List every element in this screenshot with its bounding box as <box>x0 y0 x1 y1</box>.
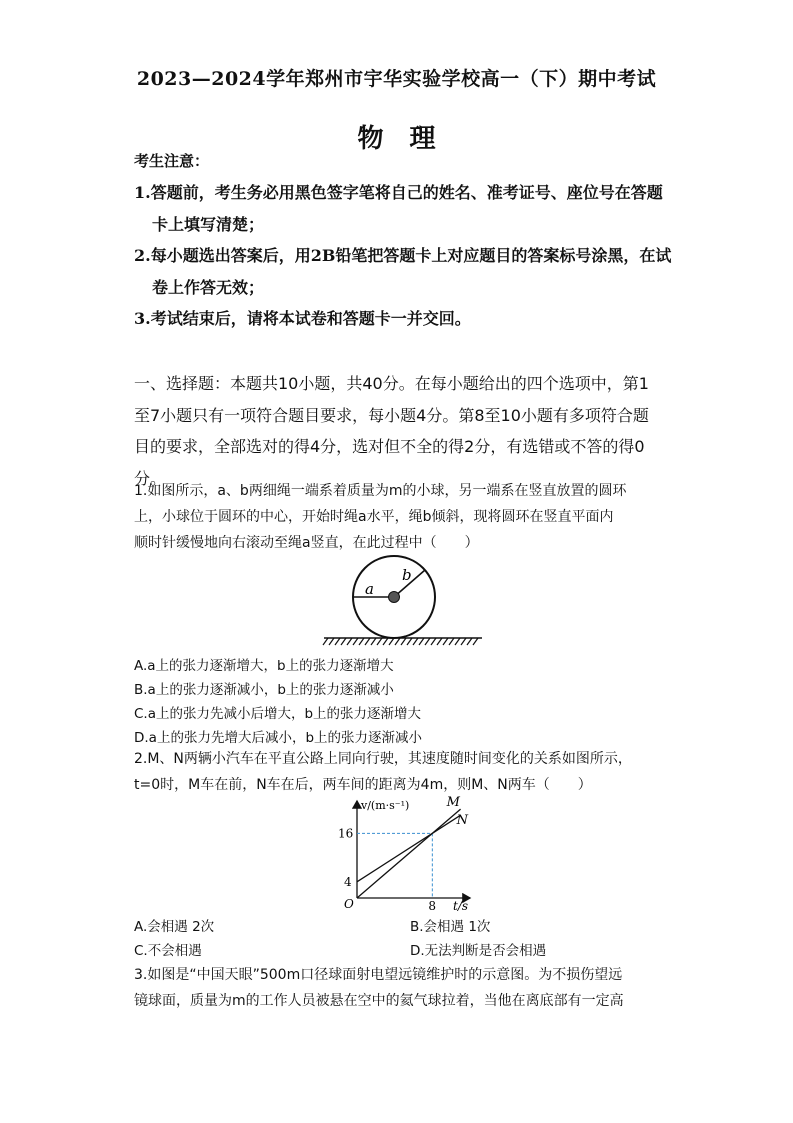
q1-option-a: A.a上的张力逐渐增大，b上的张力逐渐增大 <box>134 658 394 674</box>
notice-item-1 <box>134 177 679 241</box>
q1-option-b: B.a上的张力逐渐减小，b上的张力逐渐减小 <box>134 682 394 698</box>
hatch-mark <box>455 638 460 645</box>
hatch-mark <box>335 638 340 645</box>
question-2-stem <box>134 746 674 798</box>
hatch-mark <box>341 638 346 645</box>
section-1-intro <box>134 368 679 494</box>
y-axis-label: v/(m·s⁻¹) <box>361 799 410 812</box>
question-2-line: 2.M、N两辆小汽车在平直公路上同向行驶，其速度随时间变化的关系如图所示， <box>134 751 632 767</box>
hatch-mark <box>365 638 370 645</box>
hatch-mark <box>329 638 334 645</box>
notice-item-1-line1: 1.答题前，考生务必用黑色签字笔将自己的姓名、准考证号、座位号在答题 <box>134 183 663 202</box>
question-1-line: 1.如图所示，a、b两细绳一端系着质量为m的小球，另一端系在竖直放置的圆环 <box>134 483 627 499</box>
notice-heading: 考生注意： <box>134 152 210 170</box>
series-label-m: M <box>446 795 460 811</box>
notice-item-2-line2: 卷上作答无效； <box>152 278 265 297</box>
ground-hatch <box>323 638 478 645</box>
q2-option-d: D.无法判断是否会相遇 <box>410 943 547 959</box>
hatch-mark <box>473 638 478 645</box>
series-label-n: N <box>456 813 468 829</box>
question-1-line: 顺时针缓慢地向右滚动至绳a竖直，在此过程中（ ） <box>134 535 479 551</box>
notice-item-2 <box>134 240 679 304</box>
hatch-mark <box>449 638 454 645</box>
hatch-mark <box>401 638 406 645</box>
y-tick-16: 16 <box>338 826 354 841</box>
notice-item-3 <box>134 303 679 335</box>
hatch-mark <box>413 638 418 645</box>
question-3-line: 镜球面，质量为m的工作人员被悬在空中的氦气球拉着，当他在离底部有一定高 <box>134 993 624 1009</box>
y-tick-4: 4 <box>344 874 352 889</box>
question-1-stem <box>134 478 674 556</box>
hatch-mark <box>425 638 430 645</box>
q2-option-c: C.不会相遇 <box>134 943 202 959</box>
subject-title: 物理 <box>357 124 462 154</box>
question-3-stem <box>134 962 674 1014</box>
q2-option-a: A.会相遇 2次 <box>134 919 215 935</box>
q1-option-c: C.a上的张力先减小后增大，b上的张力逐渐增大 <box>134 706 422 722</box>
exam-title: 2023—2024学年郑州市宇华实验学校高一（下）期中考试 <box>136 68 657 90</box>
section-1-line: 至7小题只有一项符合题目要求，每小题4分。第8至10小题有多项符合题 <box>134 405 649 425</box>
hatch-mark <box>383 638 388 645</box>
hatch-mark <box>443 638 448 645</box>
series-line-m <box>357 809 461 898</box>
section-1-line: 一、选择题：本题共10小题，共40分。在每小题给出的四个选项中，第1 <box>134 374 649 393</box>
series-line-n <box>357 815 461 882</box>
hatch-mark <box>323 638 328 645</box>
hatch-mark <box>467 638 472 645</box>
hatch-mark <box>359 638 364 645</box>
x-axis-label: t/s <box>453 899 469 913</box>
question-3-line: 3.如图是“中国天眼”500m口径球面射电望远镜维护时的示意图。为不损伤望远 <box>134 967 623 983</box>
question-2-line: t=0时，M车在前，N车在后，两车间的距离为4m，则M、N两车（ ） <box>134 777 592 793</box>
question-2-vt-chart <box>330 795 480 913</box>
section-1-line: 分。 <box>134 468 167 488</box>
ball <box>389 592 400 603</box>
label-b: b <box>402 566 412 584</box>
question-1-figure <box>320 552 490 652</box>
hatch-mark <box>371 638 376 645</box>
hatch-mark <box>461 638 466 645</box>
hatch-mark <box>395 638 400 645</box>
notice-item-2-line1: 2.每小题选出答案后，用2B铅笔把答题卡上对应题目的答案标号涂黑，在试 <box>134 246 672 265</box>
hatch-mark <box>419 638 424 645</box>
section-1-line: 目的要求，全部选对的得4分，选对但不全的得2分，有选错或不答的得0 <box>134 437 645 456</box>
label-a: a <box>365 580 374 598</box>
hatch-mark <box>407 638 412 645</box>
origin-label: O <box>344 897 354 911</box>
hatch-mark <box>389 638 394 645</box>
q1-option-d: D.a上的张力先增大后减小，b上的张力逐渐减小 <box>134 730 423 746</box>
q2-option-b: B.会相遇 1次 <box>410 919 491 935</box>
notice-item-1-line2: 卡上填写清楚； <box>152 215 265 234</box>
hatch-mark <box>437 638 442 645</box>
notice-item-3-line1: 3.考试结束后，请将本试卷和答题卡一并交回。 <box>134 309 471 328</box>
question-1-line: 上，小球位于圆环的中心，开始时绳a水平，绳b倾斜，现将圆环在竖直平面内 <box>134 509 614 525</box>
hatch-mark <box>377 638 382 645</box>
x-tick-8: 8 <box>428 899 436 913</box>
hatch-mark <box>347 638 352 645</box>
hatch-mark <box>353 638 358 645</box>
hatch-mark <box>431 638 436 645</box>
